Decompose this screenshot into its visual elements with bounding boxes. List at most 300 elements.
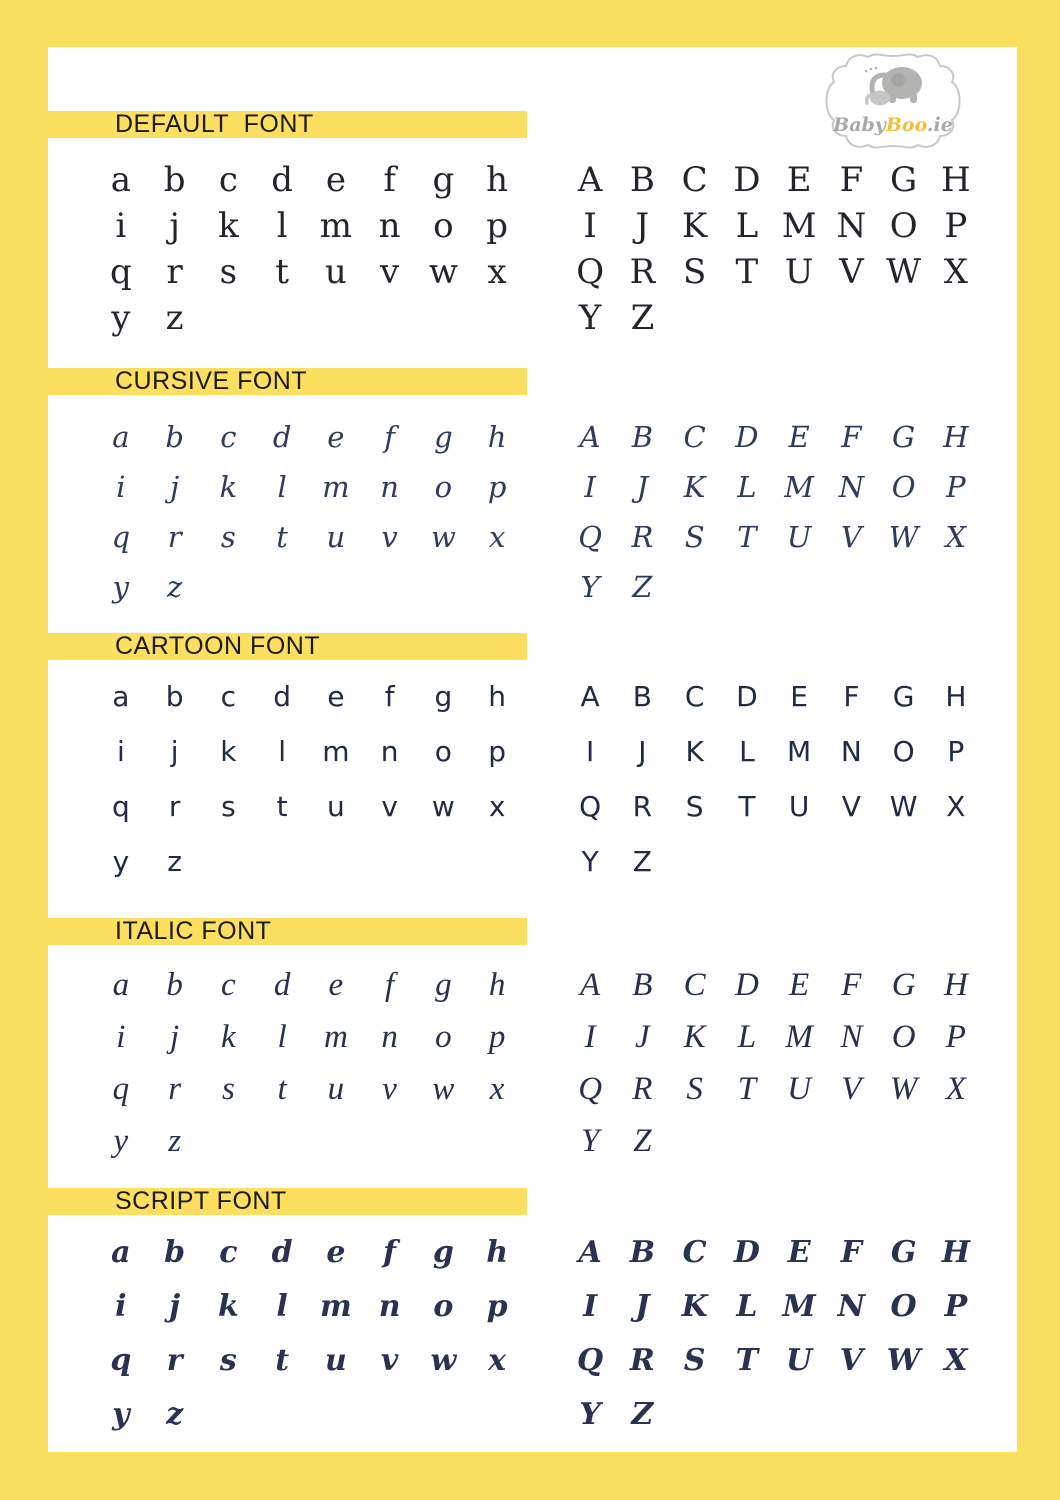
glyph-P: P bbox=[947, 734, 965, 768]
glyph-B: B bbox=[632, 966, 653, 1003]
empty-cell bbox=[417, 834, 471, 889]
glyph-s: s bbox=[219, 1343, 237, 1378]
brand-boo: Boo bbox=[885, 114, 927, 136]
glyph-i: i bbox=[116, 469, 126, 504]
glyph-a: a bbox=[112, 966, 130, 1003]
empty-cell bbox=[721, 562, 773, 612]
glyph-O: O bbox=[891, 1018, 916, 1055]
section-label: CARTOON FONT bbox=[115, 632, 321, 660]
glyph-x: x bbox=[488, 1343, 507, 1378]
glyph-v: v bbox=[380, 252, 400, 292]
glyph-r: r bbox=[167, 519, 182, 554]
glyph-o: o bbox=[433, 206, 454, 246]
glyph-A: A bbox=[580, 679, 600, 713]
script-lowercase-grid bbox=[94, 1226, 524, 1442]
glyph-E: E bbox=[787, 1235, 811, 1270]
glyph-s: s bbox=[219, 252, 238, 292]
glyph-f: f bbox=[385, 966, 395, 1003]
glyph-a: a bbox=[111, 1235, 131, 1270]
glyph-k: k bbox=[220, 734, 237, 768]
glyph-U: U bbox=[786, 1343, 813, 1378]
empty-cell bbox=[417, 562, 471, 612]
glyph-G: G bbox=[890, 1235, 917, 1270]
glyph-c: c bbox=[221, 966, 236, 1003]
section-label: CURSIVE FONT bbox=[115, 367, 308, 395]
glyph-z: z bbox=[165, 298, 184, 338]
glyph-w: w bbox=[431, 789, 455, 823]
glyph-L: L bbox=[739, 734, 755, 768]
glyph-U: U bbox=[787, 1070, 812, 1107]
glyph-K: K bbox=[681, 1289, 708, 1324]
empty-cell bbox=[878, 1115, 930, 1167]
glyph-H: H bbox=[941, 160, 971, 200]
glyph-O: O bbox=[890, 1289, 917, 1324]
glyph-u: u bbox=[324, 252, 347, 292]
glyph-C: C bbox=[683, 966, 706, 1003]
glyph-C: C bbox=[682, 1235, 707, 1270]
glyph-c: c bbox=[218, 160, 238, 200]
empty-cell bbox=[721, 1115, 773, 1167]
glyph-Y: Y bbox=[580, 1122, 600, 1159]
glyph-D: D bbox=[733, 160, 761, 200]
glyph-e: e bbox=[327, 419, 345, 454]
empty-cell bbox=[309, 834, 363, 889]
glyph-t: t bbox=[275, 1343, 290, 1378]
empty-cell bbox=[363, 1388, 417, 1442]
empty-cell bbox=[825, 562, 877, 612]
glyph-T: T bbox=[737, 1070, 757, 1107]
glyph-g: g bbox=[434, 679, 453, 713]
glyph-r: r bbox=[168, 789, 181, 823]
glyph-R: R bbox=[632, 1070, 653, 1107]
glyph-C: C bbox=[684, 679, 705, 713]
glyph-I: I bbox=[584, 469, 596, 504]
empty-cell bbox=[470, 295, 524, 341]
glyph-p: p bbox=[488, 1018, 506, 1055]
glyph-E: E bbox=[788, 419, 810, 454]
empty-cell bbox=[470, 562, 524, 612]
glyph-J: J bbox=[635, 206, 650, 246]
glyph-M: M bbox=[787, 734, 812, 768]
glyph-p: p bbox=[486, 206, 508, 246]
glyph-y: y bbox=[112, 1397, 130, 1432]
glyph-d: d bbox=[273, 679, 292, 713]
brand-tld: .ie bbox=[926, 114, 953, 136]
glyph-H: H bbox=[945, 679, 967, 713]
glyph-X: X bbox=[943, 252, 968, 292]
glyph-u: u bbox=[327, 789, 345, 823]
glyph-f: f bbox=[384, 419, 395, 454]
glyph-v: v bbox=[381, 789, 398, 823]
glyph-D: D bbox=[733, 1235, 760, 1270]
glyph-J: J bbox=[636, 469, 649, 504]
glyph-K: K bbox=[683, 1018, 706, 1055]
glyph-w: w bbox=[428, 252, 458, 292]
empty-cell bbox=[878, 562, 930, 612]
empty-cell bbox=[930, 295, 982, 341]
glyph-K: K bbox=[685, 734, 704, 768]
glyph-n: n bbox=[380, 734, 399, 768]
glyph-x: x bbox=[488, 519, 506, 554]
glyph-g: g bbox=[432, 160, 455, 200]
glyph-H: H bbox=[941, 1235, 971, 1270]
glyph-O: O bbox=[889, 206, 918, 246]
section-label: SCRIPT FONT bbox=[115, 1187, 287, 1215]
empty-cell bbox=[878, 1388, 930, 1442]
glyph-o: o bbox=[434, 469, 453, 504]
glyph-F: F bbox=[839, 160, 864, 200]
glyph-I: I bbox=[583, 1289, 598, 1324]
glyph-T: T bbox=[738, 789, 756, 823]
glyph-Y: Y bbox=[580, 569, 600, 604]
glyph-a: a bbox=[112, 679, 130, 713]
glyph-p: p bbox=[487, 469, 507, 504]
empty-cell bbox=[363, 562, 417, 612]
glyph-V: V bbox=[840, 519, 862, 554]
glyph-q: q bbox=[111, 519, 131, 554]
glyph-f: f bbox=[384, 679, 395, 713]
glyph-S: S bbox=[686, 1070, 703, 1107]
glyph-n: n bbox=[381, 1018, 398, 1055]
empty-cell bbox=[202, 1388, 256, 1442]
glyph-b: b bbox=[165, 679, 184, 713]
glyph-I: I bbox=[583, 206, 597, 246]
section-label: DEFAULT FONT bbox=[115, 110, 314, 138]
glyph-j: j bbox=[169, 206, 180, 246]
glyph-B: B bbox=[629, 160, 655, 200]
glyph-X: X bbox=[946, 789, 966, 823]
glyph-e: e bbox=[325, 160, 346, 200]
glyph-d: d bbox=[271, 1235, 293, 1270]
empty-cell bbox=[255, 1115, 309, 1167]
glyph-c: c bbox=[220, 679, 237, 713]
glyph-R: R bbox=[629, 1343, 655, 1378]
glyph-d: d bbox=[271, 160, 293, 200]
glyph-N: N bbox=[836, 206, 867, 246]
glyph-P: P bbox=[946, 469, 966, 504]
italic-uppercase-grid bbox=[564, 959, 982, 1167]
glyph-e: e bbox=[327, 679, 345, 713]
glyph-B: B bbox=[631, 419, 654, 454]
glyph-z: z bbox=[166, 1397, 184, 1432]
glyph-Z: Z bbox=[633, 1122, 652, 1159]
glyph-x: x bbox=[488, 789, 506, 823]
glyph-B: B bbox=[632, 679, 652, 713]
glyph-h: h bbox=[486, 1235, 509, 1270]
glyph-m: m bbox=[323, 1018, 348, 1055]
glyph-i: i bbox=[116, 734, 125, 768]
empty-cell bbox=[825, 1115, 877, 1167]
glyph-R: R bbox=[629, 252, 656, 292]
empty-cell bbox=[825, 1388, 877, 1442]
glyph-o: o bbox=[434, 734, 452, 768]
glyph-h: h bbox=[486, 160, 509, 200]
glyph-Z: Z bbox=[631, 1397, 654, 1432]
glyph-n: n bbox=[378, 1289, 401, 1324]
glyph-l: l bbox=[277, 1018, 287, 1055]
glyph-V: V bbox=[841, 1070, 862, 1107]
glyph-Q: Q bbox=[578, 1070, 603, 1107]
glyph-A: A bbox=[577, 160, 603, 200]
glyph-l: l bbox=[278, 734, 287, 768]
glyph-u: u bbox=[324, 1343, 347, 1378]
glyph-S: S bbox=[684, 519, 705, 554]
glyph-G: G bbox=[892, 419, 916, 454]
glyph-l: l bbox=[276, 206, 288, 246]
glyph-b: b bbox=[166, 966, 183, 1003]
empty-cell bbox=[825, 834, 877, 889]
glyph-o: o bbox=[433, 1289, 454, 1324]
empty-cell bbox=[825, 295, 877, 341]
glyph-N: N bbox=[837, 1289, 866, 1324]
glyph-p: p bbox=[488, 734, 507, 768]
glyph-F: F bbox=[841, 966, 862, 1003]
glyph-C: C bbox=[683, 419, 706, 454]
glyph-p: p bbox=[486, 1289, 508, 1324]
glyph-N: N bbox=[838, 469, 865, 504]
italic-lowercase-grid bbox=[94, 959, 524, 1167]
glyph-y: y bbox=[111, 298, 131, 338]
glyph-r: r bbox=[168, 1070, 182, 1107]
glyph-x: x bbox=[489, 1070, 505, 1107]
glyph-Z: Z bbox=[630, 298, 655, 338]
glyph-y: y bbox=[113, 1122, 129, 1159]
empty-cell bbox=[202, 295, 256, 341]
glyph-q: q bbox=[109, 252, 132, 292]
default-uppercase-grid bbox=[564, 157, 982, 341]
glyph-m: m bbox=[319, 206, 352, 246]
glyph-W: W bbox=[886, 1343, 921, 1378]
cursive-uppercase-grid bbox=[564, 412, 982, 612]
glyph-J: J bbox=[635, 1018, 650, 1055]
empty-cell bbox=[470, 1388, 524, 1442]
glyph-M: M bbox=[782, 1289, 816, 1324]
glyph-e: e bbox=[328, 966, 344, 1003]
glyph-w: w bbox=[430, 1343, 457, 1378]
glyph-c: c bbox=[220, 419, 237, 454]
glyph-r: r bbox=[166, 252, 183, 292]
empty-cell bbox=[363, 1115, 417, 1167]
empty-cell bbox=[721, 834, 773, 889]
glyph-X: X bbox=[945, 1070, 966, 1107]
empty-cell bbox=[930, 1388, 982, 1442]
empty-cell bbox=[878, 834, 930, 889]
glyph-Y: Y bbox=[581, 844, 599, 878]
glyph-g: g bbox=[435, 966, 452, 1003]
glyph-d: d bbox=[272, 419, 292, 454]
glyph-b: b bbox=[163, 160, 186, 200]
glyph-Z: Z bbox=[632, 844, 652, 878]
glyph-v: v bbox=[382, 1070, 397, 1107]
glyph-g: g bbox=[432, 1235, 454, 1270]
glyph-G: G bbox=[891, 966, 916, 1003]
section-header-bar bbox=[0, 111, 527, 138]
glyph-s: s bbox=[221, 789, 236, 823]
empty-cell bbox=[470, 834, 524, 889]
empty-cell bbox=[773, 834, 825, 889]
glyph-Q: Q bbox=[576, 252, 605, 292]
glyph-s: s bbox=[221, 1070, 235, 1107]
glyph-C: C bbox=[681, 160, 708, 200]
empty-cell bbox=[669, 1388, 721, 1442]
empty-cell bbox=[255, 295, 309, 341]
glyph-I: I bbox=[585, 734, 595, 768]
glyph-f: f bbox=[383, 1235, 397, 1270]
glyph-B: B bbox=[629, 1235, 656, 1270]
glyph-U: U bbox=[788, 789, 810, 823]
glyph-t: t bbox=[276, 789, 288, 823]
glyph-D: D bbox=[734, 966, 759, 1003]
empty-cell bbox=[417, 1115, 471, 1167]
empty-cell bbox=[930, 834, 982, 889]
glyph-u: u bbox=[327, 1070, 345, 1107]
glyph-L: L bbox=[736, 1289, 758, 1324]
empty-cell bbox=[202, 1115, 256, 1167]
empty-cell bbox=[309, 295, 363, 341]
glyph-i: i bbox=[115, 1289, 127, 1324]
empty-cell bbox=[309, 562, 363, 612]
empty-cell bbox=[417, 1388, 471, 1442]
glyph-G: G bbox=[890, 160, 918, 200]
glyph-V: V bbox=[841, 789, 861, 823]
glyph-F: F bbox=[843, 679, 860, 713]
empty-cell bbox=[773, 1115, 825, 1167]
section-header-bar bbox=[0, 368, 527, 395]
glyph-R: R bbox=[631, 519, 654, 554]
glyph-u: u bbox=[326, 519, 346, 554]
glyph-k: k bbox=[218, 206, 239, 246]
glyph-r: r bbox=[166, 1343, 183, 1378]
glyph-h: h bbox=[487, 419, 507, 454]
empty-cell bbox=[255, 562, 309, 612]
glyph-o: o bbox=[435, 1018, 452, 1055]
glyph-a: a bbox=[112, 419, 130, 454]
glyph-U: U bbox=[786, 519, 812, 554]
cursive-lowercase-grid bbox=[94, 412, 524, 612]
glyph-b: b bbox=[165, 419, 184, 454]
glyph-d: d bbox=[273, 966, 291, 1003]
empty-cell bbox=[721, 1388, 773, 1442]
empty-cell bbox=[773, 1388, 825, 1442]
glyph-X: X bbox=[944, 1343, 968, 1378]
glyph-R: R bbox=[632, 789, 653, 823]
glyph-O: O bbox=[892, 734, 915, 768]
empty-cell bbox=[773, 295, 825, 341]
glyph-v: v bbox=[380, 1343, 399, 1378]
brand-baby: Baby bbox=[833, 114, 886, 136]
glyph-j: j bbox=[169, 1289, 181, 1324]
glyph-T: T bbox=[735, 1343, 759, 1378]
glyph-W: W bbox=[889, 1070, 918, 1107]
glyph-D: D bbox=[735, 419, 759, 454]
brand-text bbox=[832, 114, 953, 136]
empty-cell bbox=[255, 834, 309, 889]
glyph-Q: Q bbox=[577, 1343, 604, 1378]
cartoon-lowercase-grid bbox=[94, 669, 524, 889]
glyph-P: P bbox=[945, 1018, 966, 1055]
glyph-s: s bbox=[220, 519, 236, 554]
glyph-O: O bbox=[891, 469, 916, 504]
glyph-M: M bbox=[785, 1018, 813, 1055]
glyph-k: k bbox=[219, 469, 238, 504]
glyph-h: h bbox=[488, 966, 506, 1003]
glyph-j: j bbox=[170, 469, 180, 504]
glyph-x: x bbox=[487, 252, 507, 292]
glyph-F: F bbox=[840, 1235, 863, 1270]
empty-cell bbox=[363, 295, 417, 341]
glyph-S: S bbox=[683, 1343, 706, 1378]
empty-cell bbox=[930, 1115, 982, 1167]
empty-cell bbox=[470, 1115, 524, 1167]
glyph-t: t bbox=[275, 252, 289, 292]
glyph-q: q bbox=[112, 1070, 130, 1107]
glyph-w: w bbox=[430, 519, 456, 554]
empty-cell bbox=[202, 834, 256, 889]
glyph-K: K bbox=[683, 469, 706, 504]
glyph-k: k bbox=[217, 1289, 239, 1324]
glyph-w: w bbox=[432, 1070, 455, 1107]
empty-cell bbox=[669, 1115, 721, 1167]
section-header-bar bbox=[0, 633, 527, 660]
section-label: ITALIC FONT bbox=[115, 917, 272, 945]
empty-cell bbox=[309, 1388, 363, 1442]
glyph-Y: Y bbox=[579, 1397, 601, 1432]
glyph-T: T bbox=[735, 252, 759, 292]
glyph-Y: Y bbox=[578, 298, 602, 338]
glyph-J: J bbox=[638, 734, 647, 768]
glyph-W: W bbox=[888, 519, 919, 554]
glyph-A: A bbox=[580, 966, 601, 1003]
glyph-n: n bbox=[380, 469, 399, 504]
glyph-L: L bbox=[737, 469, 757, 504]
glyph-m: m bbox=[322, 469, 350, 504]
glyph-J: J bbox=[635, 1289, 650, 1324]
glyph-t: t bbox=[276, 519, 288, 554]
glyph-y: y bbox=[112, 844, 130, 878]
empty-cell bbox=[309, 1115, 363, 1167]
glyph-P: P bbox=[944, 1289, 968, 1324]
glyph-j: j bbox=[170, 1018, 180, 1055]
empty-cell bbox=[669, 295, 721, 341]
glyph-E: E bbox=[786, 160, 812, 200]
glyph-W: W bbox=[886, 252, 922, 292]
glyph-S: S bbox=[682, 252, 707, 292]
glyph-g: g bbox=[434, 419, 453, 454]
glyph-z: z bbox=[168, 1122, 182, 1159]
empty-cell bbox=[669, 562, 721, 612]
empty-cell bbox=[255, 1388, 309, 1442]
section-header-bar bbox=[0, 918, 527, 945]
glyph-e: e bbox=[326, 1235, 346, 1270]
empty-cell bbox=[363, 834, 417, 889]
glyph-Q: Q bbox=[579, 789, 602, 823]
glyph-h: h bbox=[488, 679, 506, 713]
glyph-E: E bbox=[789, 966, 810, 1003]
glyph-a: a bbox=[110, 160, 132, 200]
glyph-K: K bbox=[681, 206, 708, 246]
default-lowercase-grid bbox=[94, 157, 524, 341]
glyph-L: L bbox=[735, 206, 759, 246]
glyph-b: b bbox=[164, 1235, 186, 1270]
glyph-V: V bbox=[839, 252, 864, 292]
script-uppercase-grid bbox=[564, 1226, 982, 1442]
glyph-i: i bbox=[115, 206, 127, 246]
empty-cell bbox=[417, 295, 471, 341]
glyph-F: F bbox=[841, 419, 862, 454]
glyph-m: m bbox=[322, 734, 350, 768]
glyph-q: q bbox=[111, 789, 130, 823]
empty-cell bbox=[202, 562, 256, 612]
